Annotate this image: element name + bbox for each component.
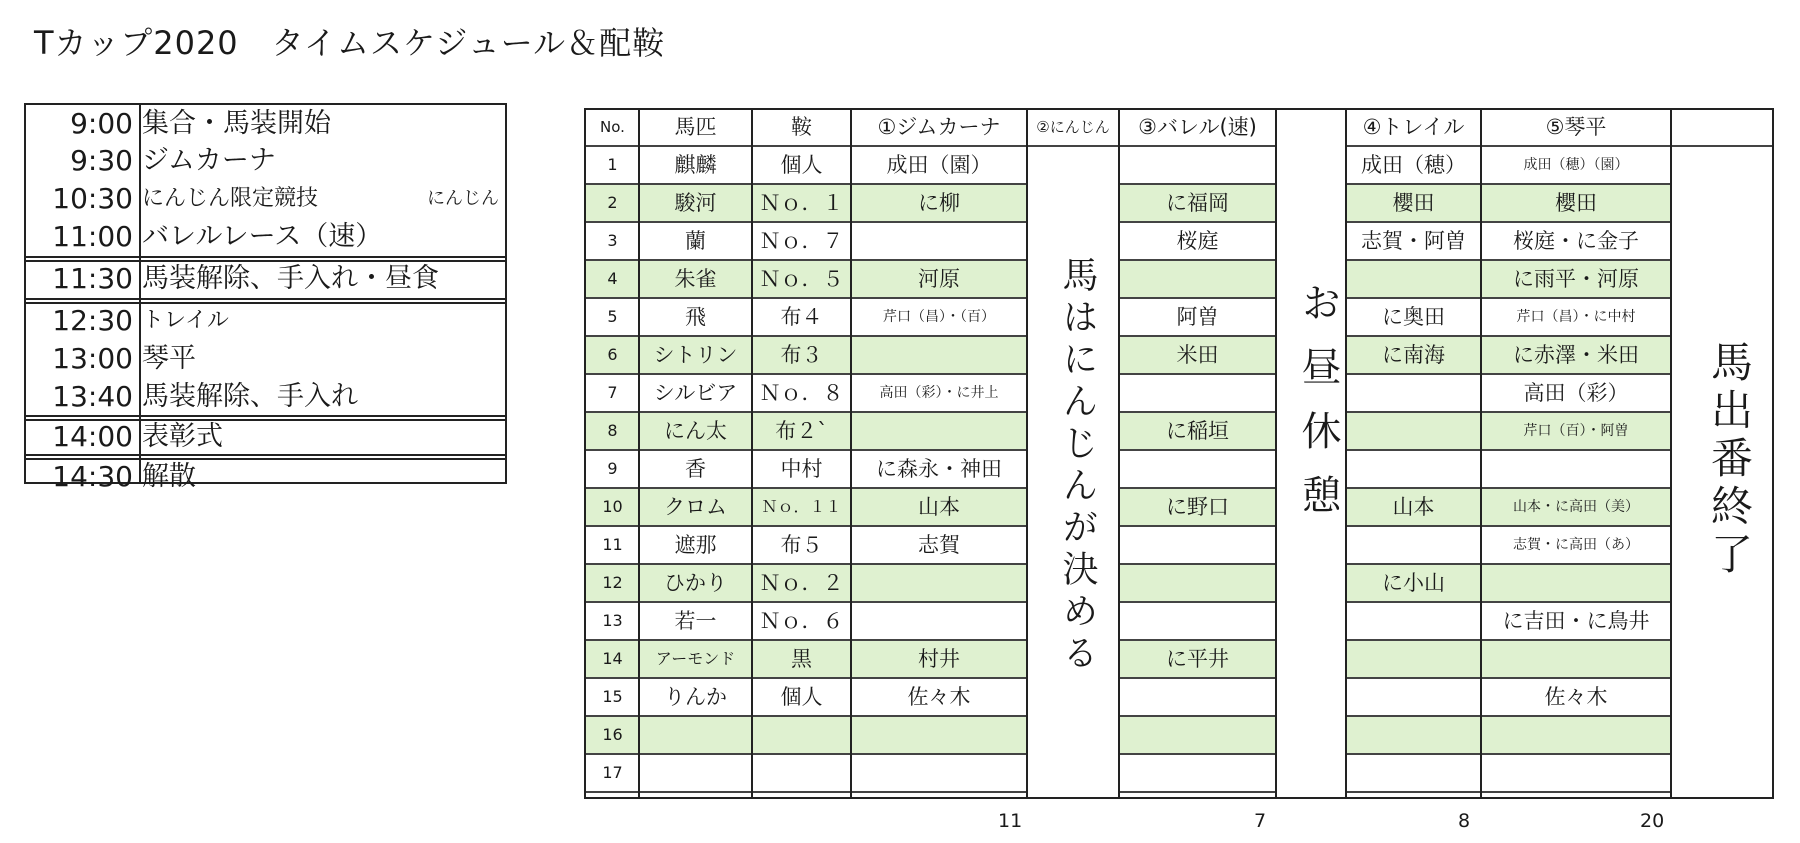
- header-saddle: 鞍: [791, 115, 812, 139]
- kotohira-rider: 山本・に高田（美）: [1513, 499, 1639, 515]
- row-number: 15: [602, 687, 623, 706]
- time-schedule: [24, 103, 507, 493]
- trail-rider: [1346, 374, 1481, 412]
- barrel-rider: [1119, 526, 1276, 564]
- row-number: 7: [607, 383, 618, 402]
- schedule-separator: [26, 415, 505, 421]
- horse-name: 若一: [674, 609, 717, 633]
- gymkhana-rider: [851, 564, 1027, 602]
- barrel-rider: 米田: [1176, 343, 1219, 367]
- schedule-separator: [26, 298, 505, 304]
- gymkhana-rider: 山本: [918, 495, 960, 519]
- gymkhana-rider: [851, 222, 1027, 260]
- barrel-rider: [1119, 564, 1276, 602]
- kotohira-rider: [1481, 716, 1671, 754]
- row-number: 8: [607, 421, 618, 440]
- barrel-rider: [1119, 678, 1276, 716]
- horse-name: 遮那: [674, 533, 717, 557]
- horse-name: [639, 754, 752, 792]
- trail-rider: 成田（穂）: [1361, 153, 1466, 177]
- row-number: 16: [602, 725, 623, 744]
- total-kotohira: 20: [1640, 810, 1665, 832]
- saddle: Ｎｏ．１: [759, 191, 844, 215]
- gymkhana-rider: 志賀: [918, 533, 960, 557]
- row-number: 2: [607, 193, 618, 212]
- header-kotohira: ⑤琴平: [1545, 115, 1607, 139]
- saddle: 布３: [780, 343, 823, 367]
- row-number: 17: [602, 763, 623, 782]
- horse-name: シトリン: [653, 343, 738, 367]
- horse-name: [639, 716, 752, 754]
- gymkhana-rider: [851, 754, 1027, 792]
- gymkhana-rider: [851, 412, 1027, 450]
- gymkhana-rider: [851, 336, 1027, 374]
- row-number: 5: [607, 307, 618, 326]
- trail-rider: [1346, 260, 1481, 298]
- total-trail: 8: [1458, 810, 1471, 832]
- saddle: Ｎｏ．８: [759, 381, 844, 405]
- barrel-rider: 桜庭: [1176, 229, 1219, 253]
- trail-rider: 山本: [1392, 495, 1435, 519]
- horse-name: りんか: [664, 685, 727, 709]
- row-number: 1: [607, 155, 618, 174]
- gymkhana-rider: 成田（園）: [886, 153, 992, 177]
- carrot-judge-note: 馬はにんじんが決める: [1057, 256, 1098, 676]
- gymkhana-rider: 高田（彩）・に井上: [879, 385, 999, 401]
- schedule-time: 14:30: [52, 460, 133, 493]
- horse-name: アーモンド: [655, 649, 736, 668]
- schedule-separator: [26, 454, 505, 460]
- saddle: 黒: [791, 647, 812, 671]
- schedule-row: [26, 260, 505, 298]
- row-number: 14: [602, 649, 623, 668]
- saddle: Ｎｏ．２: [759, 571, 844, 595]
- kotohira-rider: 桜庭・に金子: [1513, 229, 1639, 253]
- horse-finished-note: 馬出番終了: [1705, 340, 1754, 580]
- row-number: 12: [602, 573, 623, 592]
- kotohira-rider: に赤澤・米田: [1513, 343, 1639, 367]
- horse-name: 駿河: [674, 191, 717, 215]
- schedule-row: [26, 180, 505, 218]
- schedule-event: トレイル: [142, 308, 229, 333]
- total-gymkhana: 11: [998, 810, 1023, 832]
- gymkhana-rider: 佐々木: [907, 685, 971, 709]
- schedule-time: 13:00: [52, 342, 133, 375]
- saddle: Ｎｏ．７: [759, 229, 844, 253]
- kotohira-rider: に雨平・河原: [1513, 267, 1639, 291]
- schedule-note: にんじん: [427, 188, 499, 209]
- schedule-time: 11:30: [52, 262, 133, 295]
- schedule-event: 集合・馬装開始: [142, 108, 331, 139]
- trail-rider: [1346, 602, 1481, 640]
- saddle: 布２`: [775, 419, 828, 443]
- saddle-assignment-table: [584, 108, 1774, 799]
- saddle: 中村: [780, 457, 823, 481]
- schedule-row: [26, 458, 505, 496]
- trail-rider: に南海: [1382, 343, 1445, 367]
- saddle: 布４: [780, 305, 823, 329]
- schedule-event: にんじん限定競技: [142, 186, 319, 211]
- schedule-time: 9:00: [70, 107, 133, 140]
- barrel-rider: に野口: [1166, 495, 1229, 519]
- trail-rider: [1346, 640, 1481, 678]
- schedule-time: 9:30: [70, 144, 133, 177]
- row-number: 9: [607, 459, 618, 478]
- schedule-row: [26, 340, 505, 378]
- gymkhana-rider: 村井: [918, 647, 960, 671]
- trail-rider: [1346, 754, 1481, 792]
- row-number: 4: [607, 269, 618, 288]
- schedule-separator: [26, 256, 505, 262]
- schedule-event: 馬装解除、手入れ: [142, 381, 358, 412]
- total-barrel: 7: [1254, 810, 1267, 832]
- gymkhana-rider: 河原: [918, 267, 960, 291]
- barrel-rider: [1119, 260, 1276, 298]
- gymkhana-rider: 芹口（昌）・（百）: [883, 309, 995, 325]
- schedule-event: 解散: [142, 461, 196, 492]
- kotohira-rider: 成田（穂）（園）: [1523, 157, 1629, 173]
- kotohira-rider: 佐々木: [1544, 685, 1608, 709]
- schedule-row: [26, 378, 505, 416]
- trail-rider: [1346, 716, 1481, 754]
- kotohira-rider: 櫻田: [1555, 191, 1597, 215]
- header-horse: 馬匹: [674, 115, 717, 139]
- barrel-rider: に稲垣: [1166, 419, 1229, 443]
- schedule-event: ジムカーナ: [142, 145, 276, 176]
- horse-name: にん太: [664, 419, 727, 443]
- row-number: 11: [602, 535, 623, 554]
- saddle: Ｎｏ．１１: [761, 497, 842, 516]
- barrel-rider: に平井: [1166, 647, 1229, 671]
- saddle: 個人: [780, 153, 823, 177]
- schedule-time: 11:00: [52, 220, 133, 253]
- barrel-rider: [1119, 716, 1276, 754]
- horse-name: 麒麟: [674, 153, 717, 177]
- page-title: Tカップ2020 タイムスケジュール＆配鞍: [34, 24, 666, 62]
- kotohira-rider: [1481, 564, 1671, 602]
- trail-rider: [1346, 526, 1481, 564]
- schedule-time: 10:30: [52, 182, 133, 215]
- barrel-rider: に福岡: [1166, 191, 1229, 215]
- saddle: [752, 716, 851, 754]
- schedule-row: [26, 302, 505, 340]
- header-barrel: ③バレル(速): [1138, 115, 1257, 139]
- barrel-rider: [1119, 450, 1276, 488]
- schedule-event: 琴平: [142, 343, 196, 374]
- gymkhana-rider: に森永・神田: [876, 457, 1002, 481]
- saddle: 個人: [780, 685, 823, 709]
- barrel-rider: [1119, 146, 1276, 184]
- lunch-break-note: お昼休憩: [1295, 282, 1341, 538]
- schedule-row: [26, 142, 505, 180]
- trail-rider: [1346, 450, 1481, 488]
- trail-rider: 櫻田: [1392, 191, 1435, 215]
- kotohira-rider: 高田（彩）: [1523, 381, 1629, 405]
- header-gymkhana: ①ジムカーナ: [877, 115, 1001, 139]
- row-number: 3: [607, 231, 618, 250]
- kotohira-rider: [1481, 640, 1671, 678]
- header-line: [1671, 145, 1772, 147]
- kotohira-rider: [1481, 754, 1671, 792]
- schedule-time: 13:40: [52, 380, 133, 413]
- saddle: 布５: [780, 533, 823, 557]
- barrel-rider: [1119, 374, 1276, 412]
- horse-name: クロム: [664, 495, 727, 519]
- schedule-row: [26, 105, 505, 143]
- kotohira-rider: 志賀・に高田（あ）: [1513, 537, 1639, 553]
- schedule-time: 14:00: [52, 420, 133, 453]
- barrel-rider: [1119, 754, 1276, 792]
- kotohira-rider: に吉田・に鳥井: [1502, 609, 1650, 633]
- schedule-event: バレルレース（速）: [142, 221, 383, 252]
- horse-name: ひかり: [664, 571, 727, 595]
- kotohira-rider: [1481, 450, 1671, 488]
- header-carrot: ②にんじん: [1036, 118, 1110, 136]
- schedule-time: 12:30: [52, 304, 133, 337]
- gymkhana-rider: [851, 716, 1027, 754]
- trail-rider: 志賀・阿曽: [1361, 229, 1466, 253]
- horse-name: 蘭: [685, 229, 706, 253]
- row-number: 6: [607, 345, 618, 364]
- header-trail: ④トレイル: [1362, 115, 1465, 139]
- horse-name: 朱雀: [674, 267, 717, 291]
- horse-name: 香: [685, 457, 706, 481]
- schedule-event: 馬装解除、手入れ・昼食: [142, 263, 439, 294]
- schedule-row: [26, 218, 505, 256]
- kotohira-rider: 芹口（昌）・に中村: [1516, 309, 1636, 325]
- trail-rider: [1346, 678, 1481, 716]
- schedule-event: 表彰式: [142, 421, 223, 452]
- schedule-row: [26, 418, 505, 456]
- row-number: 13: [602, 611, 623, 630]
- gymkhana-rider: に柳: [918, 191, 960, 215]
- trail-rider: に小山: [1382, 571, 1445, 595]
- gymkhana-rider: [851, 602, 1027, 640]
- saddle: [752, 754, 851, 792]
- row-number: 10: [602, 497, 623, 516]
- trail-rider: [1346, 412, 1481, 450]
- header-no: No.: [600, 118, 625, 136]
- barrel-rider: [1119, 602, 1276, 640]
- saddle: Ｎｏ．５: [759, 267, 844, 291]
- horse-name: シルビア: [653, 381, 738, 405]
- kotohira-rider: 芹口（百）・阿曽: [1523, 423, 1629, 439]
- trail-rider: に奥田: [1382, 305, 1445, 329]
- horse-name: 飛: [685, 305, 706, 329]
- barrel-rider: 阿曽: [1176, 305, 1219, 329]
- saddle: Ｎｏ．６: [759, 609, 844, 633]
